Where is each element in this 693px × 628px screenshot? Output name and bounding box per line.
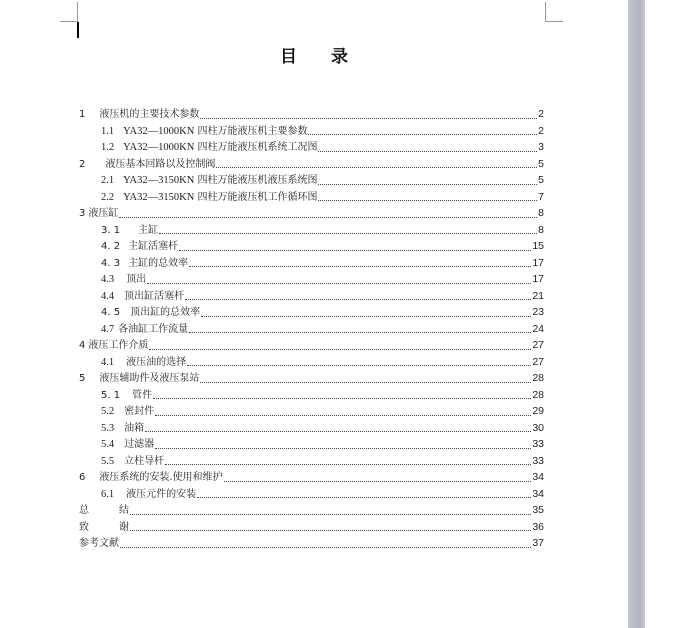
toc-entry-title [138,223,158,240]
toc-entry-text: 结 [119,505,129,516]
toc-entry-title [124,454,164,471]
toc-entry-title [123,190,317,207]
toc-entry-title [79,536,119,553]
dot-leader [189,265,531,267]
toc-entry-page: 5 [538,157,544,170]
toc-entry-number: 4 [79,340,86,351]
text-cursor [77,22,79,38]
toc-entry-text: 液压元件的安装 [126,488,197,500]
dot-leader [189,331,531,333]
toc-entry-text: 液压基本回路以及控制阀 [105,158,216,170]
toc-entry-text: 顶出缸活塞杆 [124,290,185,302]
dot-leader [155,447,531,449]
toc-entry[interactable] [79,189,544,206]
toc-entry-number: 4.4 [101,290,115,302]
toc-entry-title [128,239,178,256]
toc-entry-title [119,503,129,520]
toc-entry-page: 28 [532,372,544,384]
toc-entry-title [128,256,188,273]
toc-entry-number: 5 [79,373,86,384]
toc-entry[interactable] [79,238,544,255]
toc-entry-text: 液压缸 [88,208,119,219]
toc-entry-number: 4. 5 [101,307,121,318]
toc-entry-text: 参考文献 [79,538,119,549]
dot-leader [200,117,537,119]
toc-entry-number: 5.3 [101,422,115,434]
toc-entry-title [123,124,307,141]
toc-entry-page: 35 [532,504,544,516]
toc-entry-page: 17 [532,273,544,285]
toc-entry-text: 油箱 [124,422,145,434]
toc-entry-text: 液压辅助件及液压泵站 [99,373,200,384]
toc-entry-number: 2.1 [101,175,115,186]
toc-entry-number: 1 [79,109,86,120]
toc-entry-page: 29 [532,405,544,417]
dot-leader [130,529,531,531]
dot-leader [201,315,531,317]
toc-entry-number: 2 [79,158,86,170]
toc-entry-title [132,388,152,405]
title-char-1: 目 [280,47,297,67]
toc-entry-number: 1.2 [101,142,115,153]
dot-leader [197,496,531,498]
toc-entry-text: 主缸的总效率 [128,257,189,269]
toc-entry-number: 3 [79,208,86,219]
toc-entry-number: 致 [79,521,89,533]
dot-leader [200,381,531,383]
dot-leader [155,414,531,416]
vertical-scrollbar[interactable] [628,0,645,628]
toc-entry-title [99,371,199,388]
toc-entry-number: 3. 1 [101,224,121,236]
toc-entry-text: 顶出 [126,274,147,285]
toc-entry[interactable] [79,255,544,272]
title-char-2: 录 [331,47,348,67]
toc-entry[interactable] [79,387,544,404]
toc-entry[interactable] [79,420,544,437]
toc-entry-model: YA32—3150KN [123,175,195,186]
toc-entry-number: 5.4 [101,439,115,450]
dot-leader [318,199,537,201]
toc-entry[interactable] [79,469,544,486]
toc-entry-model: YA32—1000KN [123,142,195,153]
toc-entry-page: 17 [532,256,544,269]
toc-entry-number: 1.1 [101,125,115,137]
toc-entry-text: 顶出缸的总效率 [130,307,201,318]
toc-entry-model: YA32—1000KN [123,125,195,137]
toc-entry-text: 四柱万能液压机主要参数 [194,125,308,137]
dot-leader [120,546,531,548]
toc-entry-text: 液压工作介质 [88,340,149,351]
window-margin [645,0,693,628]
dot-leader [308,133,537,135]
toc-entry[interactable] [79,403,544,420]
toc-entry-page: 30 [532,421,544,434]
toc-entry[interactable] [79,370,544,387]
toc-entry-number: 4.3 [101,274,115,285]
toc-entry-title [126,355,186,372]
toc-entry-number: 6 [79,472,86,483]
toc-entry[interactable] [79,288,544,305]
toc-entry-number: 4. 2 [101,241,121,252]
toc-entry[interactable] [79,172,544,189]
toc-entry-page: 7 [538,190,544,203]
toc-entry-text: 四柱万能液压机工作循环图 [194,191,318,203]
toc-entry-text: 谢 [119,521,129,533]
toc-entry-title [118,322,188,339]
toc-entry-page: 3 [538,141,544,153]
toc-entry[interactable] [79,519,544,536]
toc-entry-text: 主缸活塞杆 [128,241,179,252]
toc-entry[interactable] [79,321,544,338]
toc-title [0,42,628,67]
dot-leader [187,364,531,366]
toc-entry-number: 2.2 [101,191,115,203]
toc-entry[interactable] [79,337,544,354]
toc-entry-number: 5. 1 [101,389,121,401]
toc-entry[interactable] [79,535,544,552]
dot-leader [318,183,537,185]
toc-entry-page: 27 [532,339,544,351]
toc-entry-page: 34 [532,487,544,500]
toc-entry-page: 28 [532,388,544,401]
toc-entry-title [130,305,200,322]
toc-entry-page: 33 [532,438,544,450]
dot-leader [159,232,537,234]
toc-entry-title [126,272,146,289]
toc-entry-page: 2 [538,124,544,137]
toc-entry-model: YA32—3150KN [123,191,195,203]
toc-entry-title [126,487,196,504]
toc-entry-page: 21 [532,289,544,302]
toc-entry-page: 8 [538,207,544,219]
toc-entry-title [123,140,317,157]
toc-entry-page: 24 [532,322,544,335]
toc-entry-page: 37 [532,537,544,549]
toc-entry[interactable] [79,502,544,519]
dot-leader [130,513,531,515]
dot-leader [179,249,531,251]
crop-mark-top-left-horizontal [60,21,78,22]
toc-entry-title [124,289,184,306]
toc-entry-number: 4.7 [101,323,115,335]
toc-entry-number: 5.5 [101,455,115,467]
dot-leader [318,150,537,152]
toc-entry-title [99,107,199,124]
toc-entry-page: 23 [532,306,544,318]
toc-entry-text: 液压系统的安装.使用和维护 [99,472,223,483]
toc-entry-text: 过滤器 [124,439,155,450]
toc-entry[interactable] [79,222,544,239]
dot-leader [185,298,531,300]
toc-entry-title [88,206,118,223]
toc-entry-page: 33 [532,454,544,467]
toc-entry-title [123,173,317,190]
toc-entry-text: 密封件 [124,406,155,417]
toc-entry[interactable] [79,271,544,288]
dot-leader [149,348,531,350]
toc-entry[interactable] [79,205,544,222]
crop-mark-top-right-vertical [545,2,546,22]
toc-entry[interactable] [79,354,544,371]
toc-entry-title [99,470,222,487]
toc-entry-text: 四柱万能液压机液压系统图 [194,175,318,186]
toc-entry[interactable] [79,436,544,453]
toc-entry-title [105,157,215,174]
table-of-contents [79,106,544,552]
dot-leader [145,430,531,432]
toc-entry-title [88,338,148,355]
dot-leader [153,397,531,399]
toc-entry[interactable] [79,106,544,123]
toc-entry-title [124,437,154,454]
toc-entry-number: 4.1 [101,356,115,368]
toc-entry-text: 管件 [132,389,153,401]
toc-entry-page: 27 [532,355,544,368]
toc-entry[interactable] [79,156,544,173]
toc-entry-title [124,404,154,421]
toc-entry-page: 36 [532,520,544,533]
toc-entry[interactable] [79,139,544,156]
toc-entry[interactable] [79,123,544,140]
dot-leader [216,166,537,168]
toc-entry-page: 15 [532,240,544,252]
toc-entry-text: 各油缸工作流量 [118,323,189,335]
toc-entry-text: 立柱导杆 [124,455,165,467]
toc-entry-page: 2 [538,108,544,120]
dot-leader [165,463,531,465]
toc-entry-number: 4. 3 [101,257,121,269]
toc-entry[interactable] [79,304,544,321]
toc-entry-number: 6.1 [101,488,115,500]
toc-entry[interactable] [79,486,544,503]
crop-mark-top-left-vertical [77,2,78,22]
toc-entry-text: 液压油的选择 [126,356,187,368]
toc-entry-title [124,421,144,438]
toc-entry-title [119,520,129,537]
dot-leader [147,282,531,284]
toc-entry-page: 8 [538,223,544,236]
dot-leader [224,480,532,482]
toc-entry-number: 总 [79,505,89,516]
dot-leader [119,216,537,218]
toc-entry-text: 四柱万能液压机系统工况图 [194,142,318,153]
toc-entry-page: 34 [532,471,544,483]
toc-entry-page: 5 [538,174,544,186]
toc-entry[interactable] [79,453,544,470]
toc-entry-text: 液压机的主要技术参数 [99,109,200,120]
toc-entry-number: 5.2 [101,406,115,417]
crop-mark-top-right-horizontal [545,21,563,22]
toc-entry-text: 主缸 [138,224,159,236]
